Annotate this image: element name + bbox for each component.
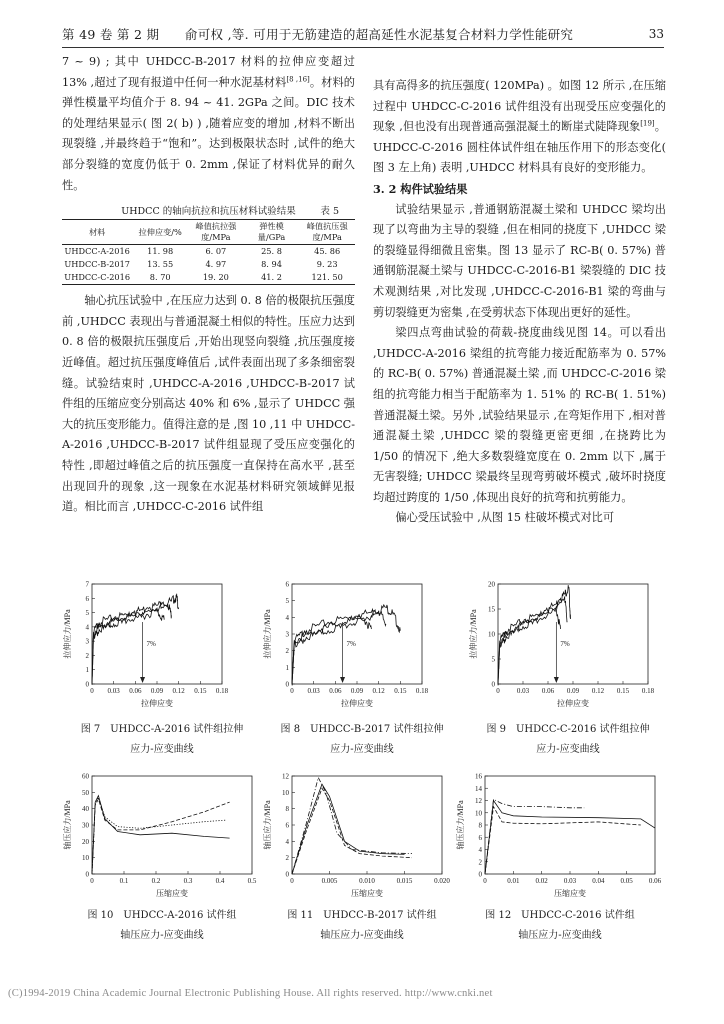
- plot-frame: [292, 776, 442, 874]
- x-tick-label: 0.03: [107, 687, 120, 695]
- table-cell: 13. 55: [147, 259, 174, 270]
- y-tick-label: 14: [475, 784, 482, 793]
- page-number: 33: [648, 27, 664, 41]
- y-tick-label: 30: [82, 821, 89, 830]
- material-test-table: [62, 219, 355, 285]
- x-axis-label: 压缩应变: [554, 889, 586, 898]
- y-axis-label: 拉伸应力/MPa: [469, 609, 478, 659]
- left-column: [62, 52, 355, 518]
- x-tick-label: 0.5: [247, 877, 257, 885]
- table-cell: 8. 70: [149, 272, 171, 283]
- x-tick-label: 0.2: [151, 877, 161, 885]
- y-tick-label: 4: [285, 837, 289, 846]
- table-cell: 6. 07: [205, 246, 227, 257]
- right-paragraph-3: 梁四点弯曲试验的荷载-挠度曲线见图 14。可以看出 ,UHDCC-A-2016 梁组的抗弯能力接近配筋率为 0. 57% 的 RC-B( 0. 57%) 普通混凝土梁 ,而 UHDCC-C-2016 梁组的抗弯能力相当于配筋率为 1. 51% 的 RC-B( 1. 51%) 普通混凝土梁。另外 ,试验结果显示 ,在弯矩作用下 ,相对普通混凝土梁 ,UHDCC 梁的裂缝更密更细 ,在挠跨比为 1/50 的情况下 ,绝大多数裂缝宽度在 0. 2mm 以下 ,属于无害裂缝; UHDCC 梁最终呈现弯剪破坏模式 ,破坏时挠度均超过跨度的 1/50 ,体现出良好的抗弯和抗剪能力。: [373, 326, 666, 504]
- figure-12-caption: 图 12 UHDCC-C-2016 试件组 轴压应力-应变曲线: [485, 910, 635, 941]
- table-cell: 4. 97: [205, 259, 227, 270]
- y-tick-label: 12: [475, 797, 482, 805]
- x-axis-label: 拉伸应变: [557, 699, 589, 708]
- y-tick-label: 4: [85, 623, 89, 632]
- x-axis-label: 压缩应变: [156, 889, 188, 898]
- left-paragraph-1: 7 ~ 9) ; 其中 UHDCC-B-2017 材料的拉伸应变超过 13% ,超过了现有报道中任何一种水泥基材料[8 ,16]。材料的弹性模量平均值介于 8. 94 ~ 41. 2GPa 之间。DIC 技术的处理结果显示( 图 2( b) ) ,随着应变的增加 ,材料不断出现裂缝 ,并最终趋于“饱和”。达到极限状态时 ,试件的绝大部分裂缝的宽度仍低于 0. 2mm ,保证了材料优异的耐久性。: [62, 55, 355, 192]
- table-row: [62, 245, 355, 259]
- y-tick-label: 0: [491, 680, 495, 689]
- y-tick-label: 50: [82, 788, 89, 797]
- x-tick-label: 0.01: [507, 877, 520, 885]
- annotation-label: 7%: [560, 640, 570, 648]
- annotation-label: 7%: [146, 640, 156, 648]
- x-tick-label: 0.12: [172, 687, 185, 695]
- figure-11-caption: 图 11 UHDCC-B-2017 试件组 轴压应力-应变曲线: [287, 910, 437, 941]
- x-tick-label: 0.015: [396, 877, 413, 885]
- x-tick-label: 0.12: [591, 687, 605, 695]
- x-tick-label: 0.020: [434, 877, 450, 885]
- figure-10-caption: 图 10 UHDCC-A-2016 试件组 轴压应力-应变曲线: [87, 910, 237, 941]
- y-tick-label: 6: [85, 594, 89, 603]
- table-cell: 45. 86: [314, 246, 341, 257]
- x-axis-label: 拉伸应变: [341, 699, 373, 708]
- series-line-s3: [485, 807, 641, 874]
- figure-9-chart: [468, 578, 658, 710]
- series-line-s2: [498, 597, 567, 686]
- x-tick-label: 0.15: [616, 687, 630, 695]
- y-tick-label: 5: [285, 597, 289, 606]
- right-column: [373, 76, 666, 529]
- x-tick-label: 0.06: [541, 687, 555, 695]
- x-tick-label: 0.4: [215, 877, 225, 885]
- x-tick-label: 0.06: [129, 687, 142, 695]
- right-paragraph-2: 试验结果显示 ,普通钢筋混凝土梁和 UHDCC 梁均出现了以弯曲为主导的裂缝 ,但在相同的挠度下 ,UHDCC 梁的裂缝显得细微且密集。图 13 显示了 RC-B( 0. 57%) 普通钢筋混凝土梁与 UHDCC-C-2016-B1 梁裂缝的 DIC 技术观测结果 ,对比发现 ,UHDCC-C-2016-B1 梁的弯曲与剪切裂缝更为密集 ,在受剪状态下体现出更好的延性。: [373, 202, 666, 319]
- arrowhead: [554, 677, 559, 683]
- x-tick-label: 0.03: [307, 687, 320, 695]
- x-tick-label: 0.09: [350, 687, 364, 695]
- x-tick-label: 0.18: [415, 687, 429, 695]
- citation-ref[interactable]: [8 ,16]: [286, 74, 310, 83]
- y-tick-label: 0: [478, 870, 482, 879]
- y-tick-label: 8: [285, 805, 289, 814]
- x-tick-label: 0.010: [359, 877, 375, 885]
- y-tick-label: 1: [285, 663, 289, 672]
- right-paragraph-4: 偏心受压试验中 ,从图 15 柱破坏模式对比可: [395, 511, 615, 525]
- y-tick-label: 5: [491, 655, 495, 664]
- x-tick-label: 0: [90, 877, 94, 885]
- x-axis-label: 压缩应变: [351, 889, 383, 898]
- table-cell: UHDCC-B-2017: [64, 259, 131, 270]
- y-tick-label: 40: [82, 805, 89, 814]
- series-line-s1: [292, 784, 405, 874]
- table-cell: 121. 50: [311, 272, 343, 283]
- arrowhead: [140, 677, 145, 683]
- figure-7-chart: [62, 578, 232, 710]
- y-tick-label: 10: [282, 788, 289, 797]
- series-line-s2: [292, 610, 386, 685]
- x-tick-label: 0.03: [563, 877, 577, 885]
- citation-ref[interactable]: [19]: [640, 119, 655, 128]
- y-axis-label: 轴压应力/MPa: [63, 800, 72, 850]
- table-cell: UHDCC-A-2016: [64, 246, 130, 257]
- table-cell: 25. 8: [261, 246, 282, 257]
- x-tick-label: 0: [483, 877, 487, 885]
- section-heading: 3. 2 构件试验结果: [373, 181, 468, 196]
- series-line-s1: [485, 799, 584, 874]
- x-tick-label: 0.09: [566, 687, 580, 695]
- x-tick-label: 0.15: [194, 687, 207, 695]
- table-cell: UHDCC-C-2016: [64, 272, 131, 283]
- plot-frame: [92, 584, 222, 684]
- y-tick-label: 10: [475, 809, 482, 818]
- arrowhead: [340, 677, 345, 683]
- y-tick-label: 5: [85, 609, 89, 618]
- y-tick-label: 2: [85, 651, 89, 660]
- x-tick-label: 0.1: [119, 877, 129, 885]
- y-axis-label: 轴压应力/MPa: [456, 800, 465, 850]
- y-tick-label: 2: [285, 647, 289, 656]
- x-tick-label: 0.18: [641, 687, 655, 695]
- table-caption: UHDCC 的轴向抗拉和抗压材料试验结果 表 5: [121, 206, 339, 218]
- series-line-s3: [292, 616, 371, 684]
- series-line-s3: [292, 778, 412, 874]
- x-tick-label: 0.15: [394, 687, 407, 695]
- y-tick-label: 16: [475, 772, 482, 781]
- y-tick-label: 20: [488, 580, 495, 589]
- annotation-label: 7%: [346, 640, 356, 648]
- y-tick-label: 7: [85, 580, 89, 589]
- left-paragraph-2: 轴心抗压试验中 ,在压应力达到 0. 8 倍的极限抗压强度前 ,UHDCC 表现出与普通混凝土相似的特性。压应力达到 0. 8 倍的极限抗压强度后 ,开始出现竖向裂缝 ,抗压强度接近峰值。超过抗压强度峰值后 ,试件表面出现了多条细密裂缝。试验结束时 ,UHDCC-A-2016 ,UHDCC-B-2017 试件组的压缩应变分别高达 40% 和 6% ,显示了 UHDCC 强大的抗压变形能力。值得注意的是 ,图 10 ,11 中 UHDCC-A-2016 ,UHDCC-B-2017 试件组显现了受压应变强化的特性 ,即超过峰值之后的抗压强度一直保持在高水平 ,甚至出现回升的现象 ,这一现象在水泥基材料研究领域鲜见报道。相比而言 ,UHDCC-C-2016 试件组: [62, 294, 355, 514]
- x-axis-label: 拉伸应变: [141, 699, 173, 708]
- y-tick-label: 0: [85, 680, 89, 689]
- y-tick-label: 6: [478, 833, 482, 842]
- table-row: [62, 258, 355, 271]
- plot-frame: [485, 776, 655, 874]
- table-header-cell: 峰值抗压强度/MPa: [306, 221, 348, 243]
- figure-12-chart: [455, 770, 665, 900]
- y-tick-label: 2: [478, 858, 482, 867]
- y-tick-label: 6: [285, 821, 289, 830]
- series-line-s3: [92, 797, 226, 874]
- figure-7-caption: 图 7 UHDCC-A-2016 试件组拉伸 应力-应变曲线: [80, 724, 244, 755]
- y-tick-label: 0: [285, 680, 289, 689]
- table-cell: 9. 23: [316, 259, 338, 270]
- x-tick-label: 0.06: [329, 687, 342, 695]
- series-line-s1: [92, 796, 230, 874]
- x-tick-label: 0.04: [592, 877, 605, 885]
- y-tick-label: 1: [85, 666, 89, 675]
- figure-10-chart: [62, 770, 262, 900]
- table-cell: 8. 94: [261, 259, 282, 270]
- x-tick-label: 0.09: [150, 687, 164, 695]
- x-tick-label: 0: [290, 877, 294, 885]
- plot-frame: [292, 584, 422, 684]
- x-tick-label: 0: [90, 687, 94, 695]
- x-tick-label: 0.18: [215, 687, 229, 695]
- y-tick-label: 15: [488, 605, 495, 614]
- x-tick-label: 0.005: [321, 877, 338, 885]
- y-tick-label: 3: [85, 637, 89, 646]
- x-tick-label: 0.05: [620, 877, 633, 885]
- y-tick-label: 20: [82, 837, 89, 846]
- x-tick-label: 0: [290, 687, 294, 695]
- table-5: [62, 205, 355, 285]
- y-tick-label: 10: [82, 854, 89, 863]
- y-tick-label: 4: [478, 846, 482, 854]
- table-row: [62, 271, 355, 285]
- y-axis-label: 拉伸应力/MPa: [263, 609, 272, 659]
- right-paragraph-1: 具有高得多的抗压强度( 120MPa) 。如图 12 所示 ,在压缩过程中 UHDCC-C-2016 试件组没有出现受压应变强化的现象 ,但也没有出现普通高强混凝土的断崖式陡降现象[19]。UHDCC-C-2016 圆柱体试件组在轴压作用下的形态变化( 图 3 左上角) 表明 ,UHDCC 材料具有良好的变形能力。: [373, 79, 666, 175]
- table-cell: 41. 2: [261, 272, 282, 283]
- y-tick-label: 8: [478, 821, 482, 830]
- x-tick-label: 0.12: [372, 687, 385, 695]
- y-tick-label: 3: [285, 630, 289, 639]
- y-tick-label: 0: [85, 870, 89, 879]
- series-line-s2: [292, 788, 412, 874]
- y-tick-label: 4: [285, 613, 289, 622]
- table-cell: 19. 20: [202, 272, 229, 283]
- table-cell: 11. 98: [147, 246, 174, 257]
- series-line-s1: [92, 594, 179, 684]
- x-tick-label: 0.06: [648, 877, 662, 885]
- table-header-cell: 峰值抗拉强度/MPa: [195, 221, 237, 243]
- header-rule: [62, 47, 664, 48]
- plot-frame: [498, 584, 648, 684]
- x-tick-label: 0.02: [535, 877, 548, 885]
- figure-9-caption: 图 9 UHDCC-C-2016 试件组拉伸 应力-应变曲线: [486, 724, 650, 755]
- y-axis-label: 拉伸应力/MPa: [63, 609, 72, 659]
- table-header-cell: 弹性模量/GPa: [257, 221, 286, 243]
- y-tick-label: 2: [285, 854, 289, 863]
- y-tick-label: 0: [285, 870, 289, 879]
- figure-8-caption: 图 8 UHDCC-B-2017 试件组拉伸 应力-应变曲线: [280, 724, 444, 755]
- table-header-cell: 拉伸应变/%: [138, 226, 182, 237]
- y-tick-label: 6: [285, 580, 289, 589]
- figure-11-chart: [262, 770, 452, 900]
- y-tick-label: 12: [282, 772, 289, 781]
- x-tick-label: 0.03: [516, 687, 530, 695]
- series-line-s2: [485, 801, 655, 875]
- y-tick-label: 10: [488, 630, 495, 639]
- table-header-cell: 材料: [88, 226, 106, 237]
- header-journal-title: 第 49 卷 第 2 期 俞可权 ,等. 可用于无筋建造的超高延性水泥基复合材料力学性能研究: [62, 27, 574, 42]
- x-tick-label: 0.3: [183, 877, 193, 885]
- x-tick-label: 0: [496, 687, 500, 695]
- running-header: [62, 21, 664, 45]
- copyright-footer: (C)1994-2019 China Academic Journal Electronic Publishing House. All rights reserved. http://www.cnki.net: [8, 988, 493, 999]
- y-axis-label: 轴压应力/MPa: [263, 800, 272, 850]
- y-tick-label: 60: [82, 772, 89, 781]
- figure-8-chart: [262, 578, 432, 710]
